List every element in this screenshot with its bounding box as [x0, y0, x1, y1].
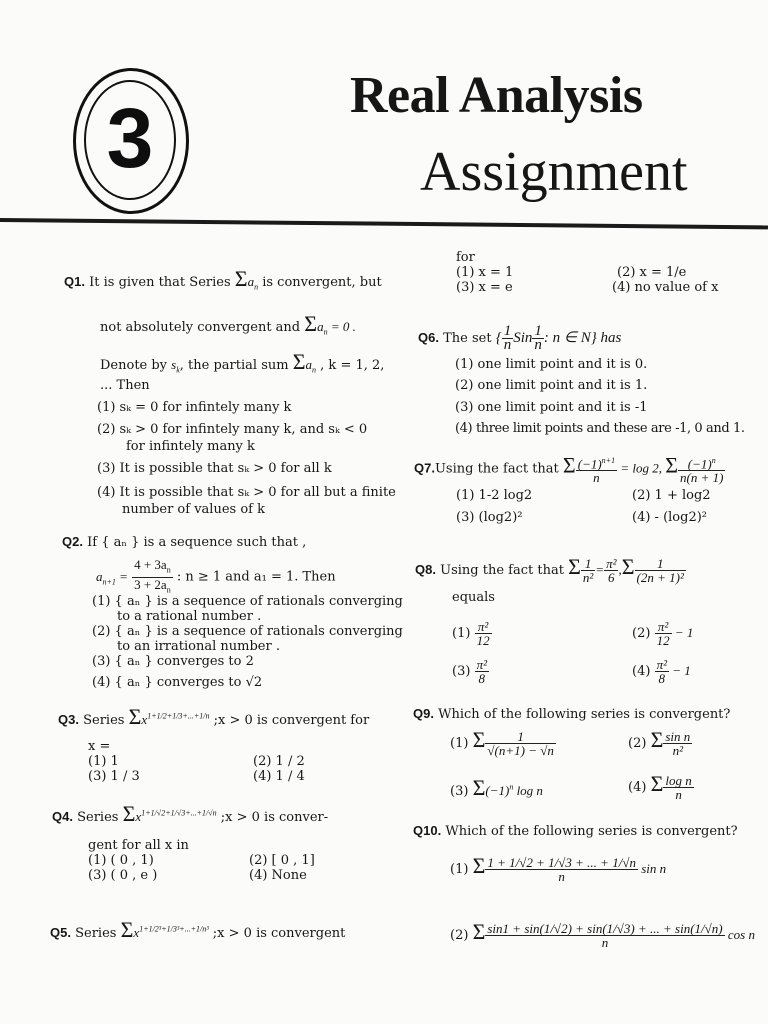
q2-option-2: (2) { aₙ } is a sequence of rationals converging — [92, 624, 403, 639]
sigma-symbol: Σ — [472, 775, 486, 800]
q9-option-3: (3) $\Sigma(-1)^n$ log n — [450, 775, 543, 800]
q9-number: Q9. — [413, 706, 434, 721]
sigma-symbol: Σ — [128, 704, 142, 729]
q7-text: Using the fact that — [434, 461, 559, 477]
q2-text: If { aₙ } is a sequence such that , — [87, 535, 307, 550]
q6-line1: Q6. The set { $\frac{1}{n}$ Sin $\frac{1}{n}$ : n ∈ N} has — [418, 323, 622, 353]
q1-line1: Q1. It is given that Series $\Sigma a_n$ is convergent, but — [64, 266, 382, 292]
q4-text-a: Series — [77, 810, 119, 825]
q10-option-1: (1) Σ $\frac{1 + 1/√2 + 1/√3 + ... + 1/√n}{n}$ sin n — [450, 853, 667, 884]
q5-line1: Q5. Series $\Sigma x^{1+1/2^3+1/3^3+...+1/n^3}$ ;x > 0 is convergent — [50, 917, 346, 942]
q9-option-4-label: (4) — [628, 780, 647, 795]
q9-option-1-label: (1) — [450, 736, 469, 751]
q9-option-2-label: (2) — [628, 736, 647, 751]
q6-number: Q6. — [418, 329, 439, 345]
q6-text: The set — [443, 330, 492, 346]
q3-line1: Q3. Series $\Sigma x^{1+1/2+1/3+...+1/n}$ ;x > 0 is convergent for — [58, 704, 370, 729]
q8-option-2-label: (2) — [632, 626, 651, 641]
q2-option-3: (3) { aₙ } converges to 2 — [92, 654, 254, 669]
q5-option-1: (1) x = 1 — [456, 265, 514, 280]
q1-number: Q1. — [64, 274, 85, 289]
q7-option-1: (1) 1-2 log2 — [456, 488, 533, 503]
q4-option-3: (3) ( 0 , e ) — [88, 868, 158, 883]
page-subtitle: Assignment — [420, 141, 688, 203]
q9-option-1: (1) Σ $\frac{1}{√(n+1) - √n}$ — [450, 727, 554, 758]
q3-option-1: (1) 1 — [88, 754, 119, 769]
q10-option-1-label: (1) — [450, 862, 469, 877]
sigma-symbol: Σ — [650, 771, 664, 796]
q4-line2: gent for all x in — [88, 838, 189, 853]
q1-line2: not absolutely convergent and $\Sigma a_n = 0$ . — [100, 311, 356, 337]
q8-text: Using the fact that — [440, 563, 564, 578]
q2-recurrence: $a_{n+1}$ = $\frac{4 + 3a_n}{3 + 2a_n}$ : n ≥ 1 and a₁ = 1. Then — [96, 557, 336, 595]
q4-option-4: (4) None — [249, 868, 307, 883]
q8-option-3-label: (3) — [452, 664, 471, 679]
q8-option-4: (4) $\frac{\text{π²}}{8}$ − 1 — [632, 657, 691, 686]
q5-line2: for — [456, 250, 475, 265]
q6-option-4: (4) three limit points and these are -1, 0 and 1. — [455, 421, 745, 436]
q8-equals: equals — [452, 590, 495, 605]
q3-option-2: (2) 1 / 2 — [253, 754, 305, 769]
q10-text: Which of the following series is convergent? — [445, 824, 738, 839]
sigma-symbol: Σ — [120, 917, 134, 942]
q4-number: Q4. — [52, 809, 73, 824]
q1-text-c: not absolutely convergent and — [100, 320, 301, 335]
q9-option-2: (2) Σ $\frac{\text{sin n}}{\text{n²}}$ — [628, 727, 691, 758]
header-divider — [0, 218, 768, 229]
q2-option-4: (4) { aₙ } converges to √2 — [92, 675, 263, 690]
q5-text-a: Series — [75, 926, 117, 941]
q6-option-2: (2) one limit point and it is 1. — [455, 378, 648, 393]
q6-option-1: (1) one limit point and it is 0. — [455, 357, 648, 372]
q1-option-3: (3) It is possible that sₖ > 0 for all k — [97, 461, 332, 476]
sigma-symbol: Σ — [621, 554, 635, 579]
sigma-symbol: Σ — [122, 801, 136, 826]
q7-number: Q7. — [414, 460, 435, 476]
q3-x-equals: x = — [88, 739, 111, 754]
q9-option-3-label: (3) — [450, 784, 469, 799]
chapter-number: 3 — [106, 90, 154, 185]
q8-option-4-label: (4) — [632, 664, 651, 679]
q1-then: ... Then — [100, 378, 150, 393]
q10-line1 — [413, 823, 738, 840]
q8-option-2: (2) $\frac{\text{π²}}{12}$ − 1 — [632, 619, 694, 648]
q5-number: Q5. — [50, 925, 71, 940]
q10-option-2-label: (2) — [450, 928, 469, 943]
q5-text-b: ;x > 0 is convergent — [212, 926, 346, 941]
q5-option-2: (2) x = 1/e — [617, 265, 687, 280]
q3-option-3: (3) 1 / 3 — [88, 769, 140, 784]
q7-line1: Q7.Using the fact that Σ $\frac{(-1)^{n+1}}{n}$ = log 2, Σ $\frac{(-1)^n}{n(n + 1)}$ — [414, 452, 724, 486]
sigma-symbol: Σ — [650, 727, 664, 752]
q4-line1: Q4. Series $\Sigma x^{1+1/√2+1/√3+...+1/√n}$ ;x > 0 is conver- — [52, 801, 329, 826]
sigma-symbol: Σ — [472, 853, 486, 878]
q1-text-d: Denote by — [100, 358, 168, 373]
q4-option-1: (1) ( 0 , 1) — [88, 853, 154, 868]
q5-option-4: (4) no value of x — [612, 280, 719, 295]
q1-option-4-cont: number of values of k — [122, 502, 265, 517]
q10-number: Q10. — [413, 823, 442, 838]
q7-option-4: (4) - (log2)² — [632, 510, 708, 525]
q2-line1 — [62, 534, 306, 551]
q8-number: Q8. — [415, 562, 436, 577]
q7-option-3: (3) (log2)² — [456, 510, 523, 525]
q4-text-b: ;x > 0 is conver- — [220, 810, 329, 825]
q2-fraction: $\frac{4 + 3a_n}{3 + 2a_n}$ — [134, 557, 171, 595]
q10-option-2: (2) Σ $\frac{\sin 1 + \sin(1/√2) + \sin(1/√3) + ... + \sin(1/√n)}{n}$ cos n — [450, 919, 755, 950]
q1-option-1: (1) sₖ = 0 for infintely many k — [97, 400, 292, 415]
q9-line1 — [413, 706, 730, 723]
sigma-symbol: Σ — [304, 311, 318, 336]
q1-text-a: It is given that Series — [89, 275, 231, 290]
q1-option-2-cont: for infintely many k — [126, 439, 255, 454]
q2-option-1: (1) { aₙ } is a sequence of rationals converging — [92, 594, 403, 609]
q1-option-2: (2) sₖ > 0 for infintely many k, and sₖ < 0 — [97, 422, 368, 437]
q2-condition: : n ≥ 1 and a₁ = 1. Then — [176, 569, 336, 585]
q1-option-4: (4) It is possible that sₖ > 0 for all but a finite — [97, 485, 396, 500]
q1-text-f: , k = 1, 2, — [320, 358, 385, 373]
q1-text-e: , the partial sum — [179, 358, 289, 373]
q8-option-1: (1) $\frac{\text{π²}}{12}$ — [452, 619, 490, 648]
q3-option-4: (4) 1 / 4 — [253, 769, 305, 784]
sigma-symbol: Σ — [665, 452, 679, 478]
sigma-symbol: Σ — [472, 919, 486, 944]
q7-option-2: (2) 1 + log2 — [632, 488, 711, 503]
q3-text-b: ;x > 0 is convergent for — [213, 713, 370, 728]
q1-text-b: is convergent, but — [262, 275, 382, 290]
q8-line1: Q8. Using the fact that Σ $\frac{1}{\text{n²}}$ = $\frac{\text{π²}}{6}$ ,Σ $\frac{1}{\text{(2n + 1)²}}$ — [415, 554, 684, 585]
q3-text-a: Series — [83, 713, 125, 728]
page-title: Real Analysis — [350, 67, 643, 124]
q9-option-4: (4) Σ $\frac{\text{log n}}{n}$ — [628, 771, 692, 802]
q6-option-3: (3) one limit point and it is -1 — [455, 400, 648, 415]
q4-option-2: (2) [ 0 , 1] — [249, 853, 315, 868]
sigma-symbol: Σ — [234, 266, 248, 291]
q2-number: Q2. — [62, 534, 83, 549]
q2-option-1-cont: to a rational number . — [117, 609, 262, 624]
sigma-symbol: Σ — [292, 349, 306, 374]
q3-number: Q3. — [58, 712, 79, 727]
sigma-symbol: Σ — [568, 554, 581, 579]
q9-text: Which of the following series is convergent? — [438, 707, 731, 722]
sigma-symbol: Σ — [472, 727, 486, 752]
sigma-symbol: Σ — [562, 452, 576, 478]
q1-line3: Denote by $s_k$, the partial sum $\Sigma a_n$ , k = 1, 2, — [100, 349, 385, 375]
q5-option-3: (3) x = e — [456, 280, 513, 295]
q8-option-1-label: (1) — [452, 626, 471, 641]
q8-option-3: (3) $\frac{\text{π²}}{8}$ — [452, 657, 487, 686]
q2-option-2-cont: to an irrational number . — [117, 639, 280, 654]
